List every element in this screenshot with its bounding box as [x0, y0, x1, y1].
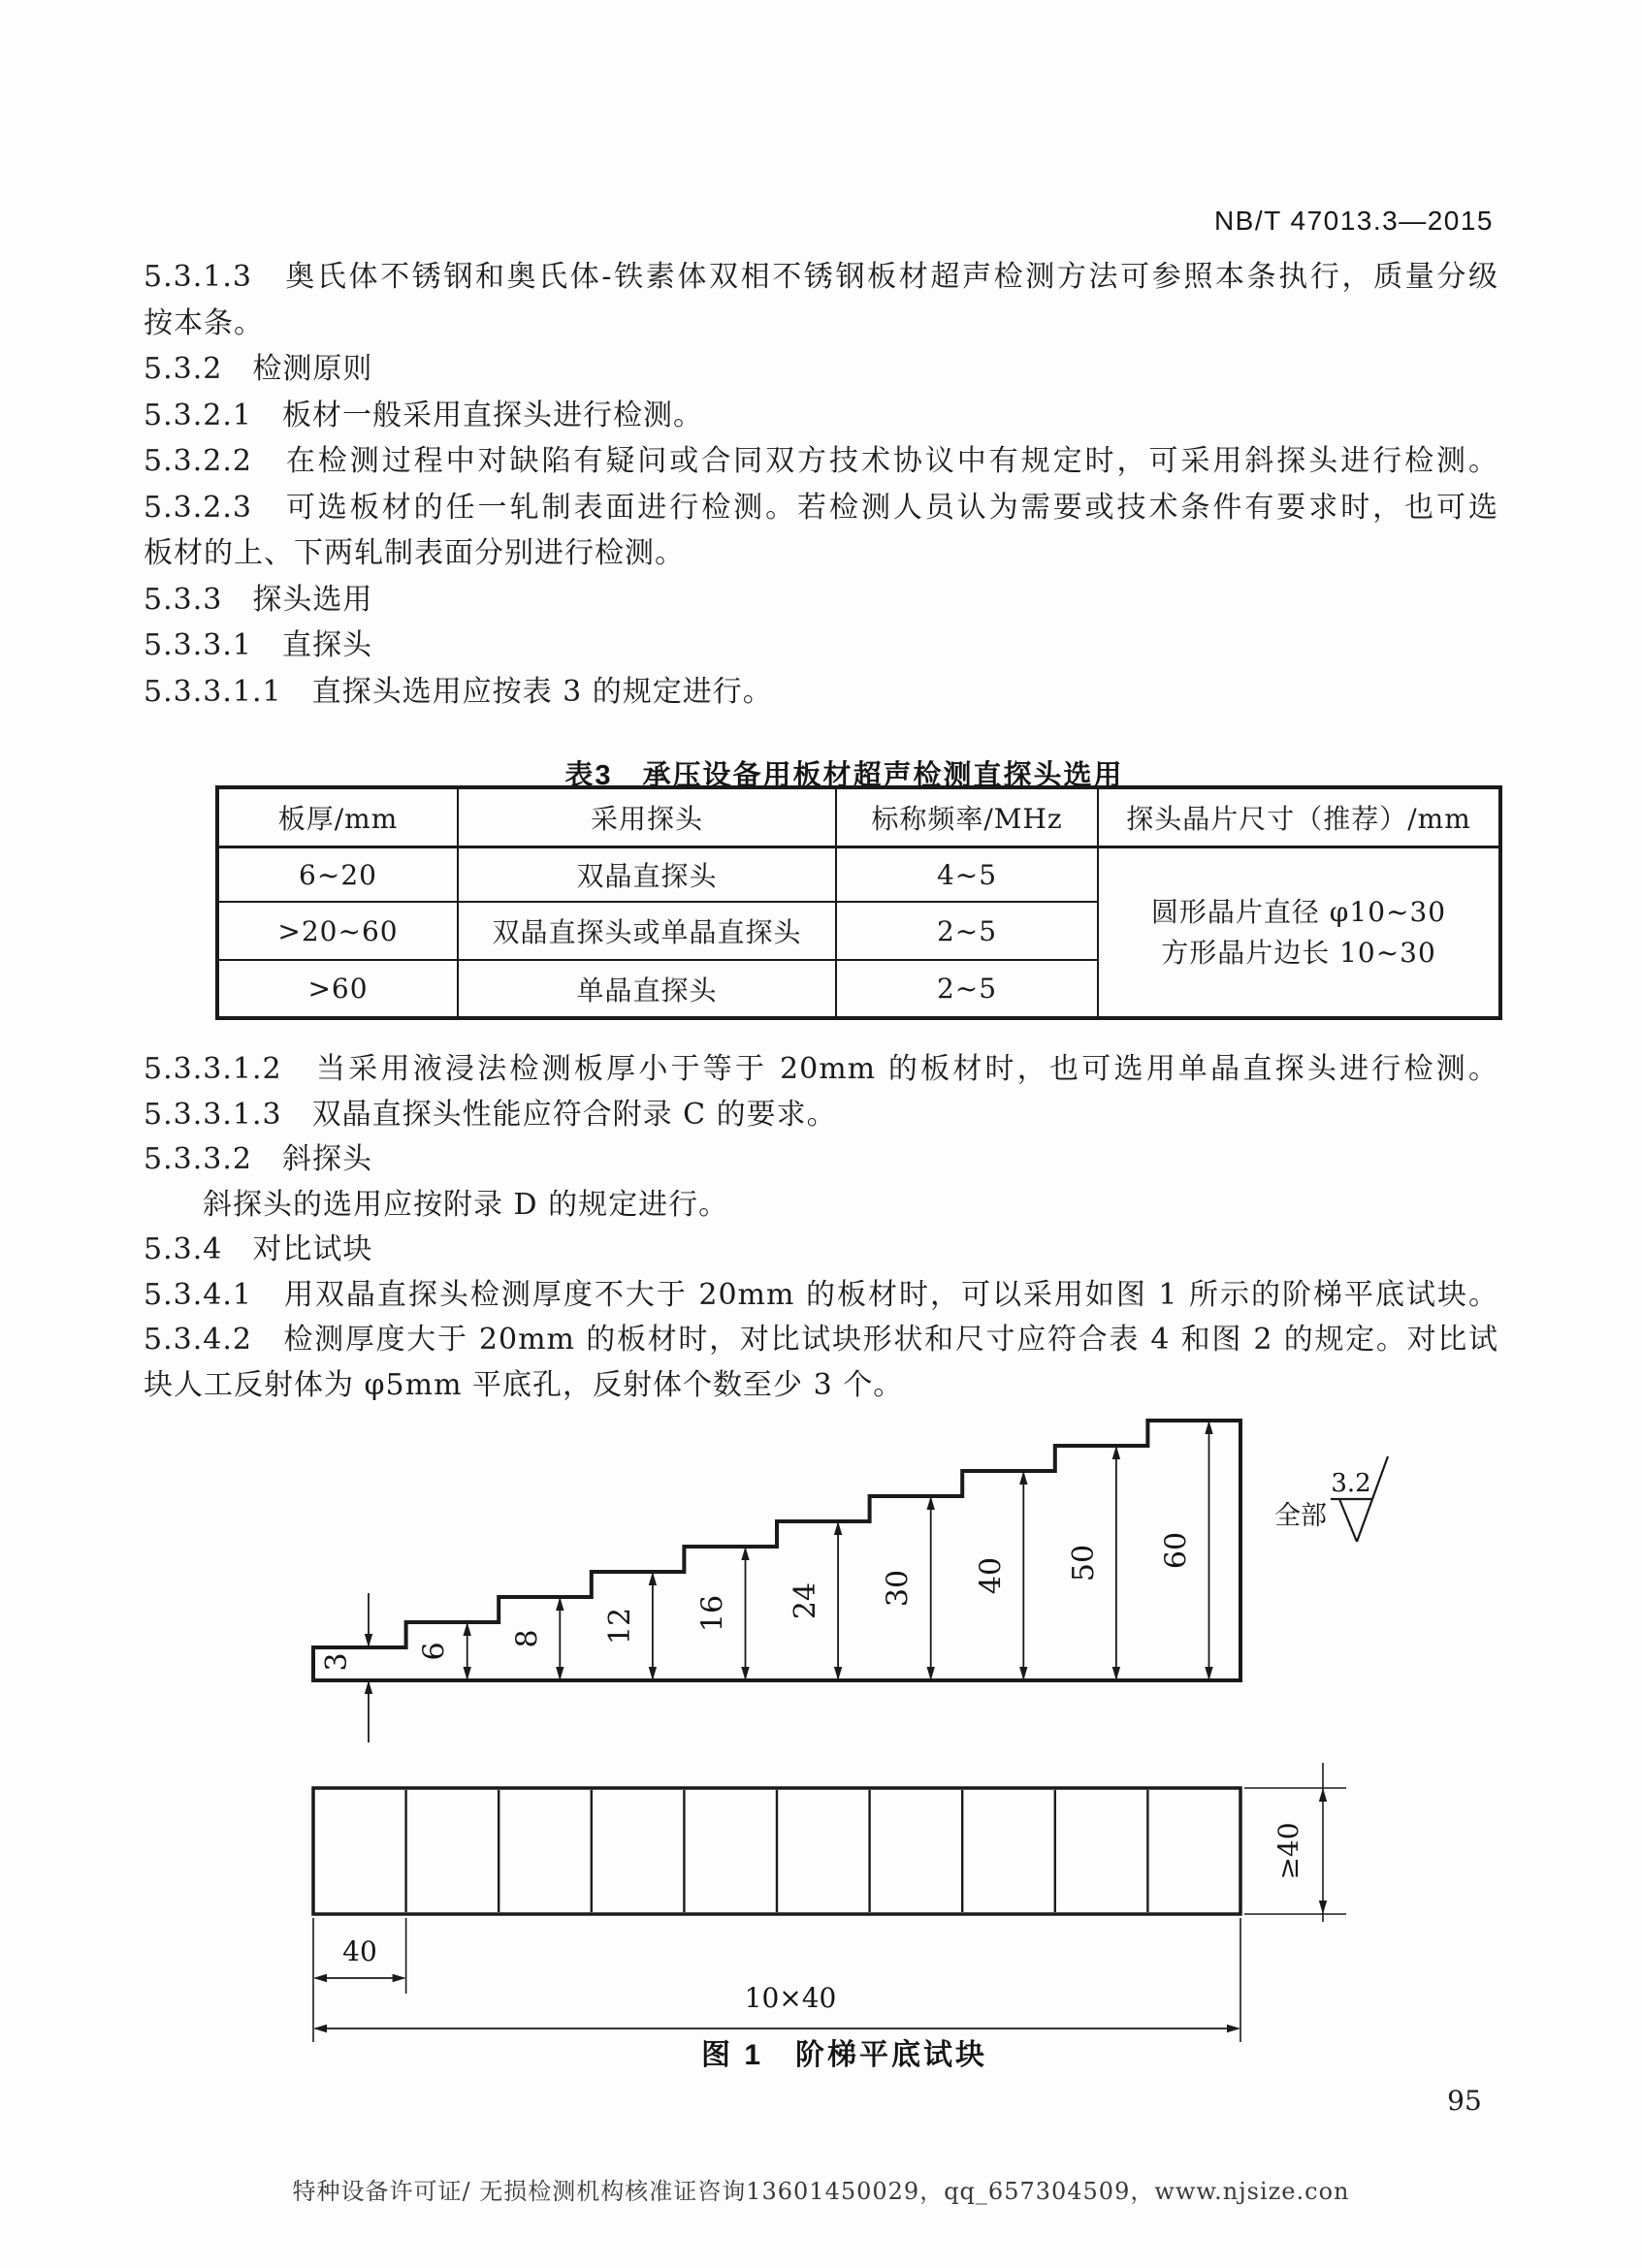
step-dim-label: 8 — [510, 1629, 545, 1648]
figure-1-caption: 图 1 阶梯平底试块 — [700, 2039, 988, 2071]
standard-number: NB/T 47013.3—2015 — [1213, 206, 1494, 236]
plan-cell-label: 40 — [342, 1935, 377, 1967]
body-line: 5.3.3.1 直探头 — [144, 628, 372, 662]
step-dim-label: 30 — [881, 1569, 916, 1608]
merged-cell-line: 圆形晶片直径 φ10~30 — [1150, 895, 1447, 928]
step-dim-label: 3 — [320, 1652, 354, 1672]
table-3-cell: 6~20 — [217, 847, 458, 903]
body-line: 按本条。 — [144, 305, 264, 340]
table-3-cell: >20~60 — [217, 902, 458, 960]
table-3-merged-cell — [1098, 847, 1500, 1019]
table-3-header-cell: 探头晶片尺寸（推荐）/mm — [1098, 787, 1500, 847]
dimension-arrowhead — [1319, 1788, 1327, 1802]
table-3-header-cell: 标称频率/MHz — [836, 787, 1098, 847]
step-dim-label: 24 — [789, 1581, 823, 1620]
merged-cell-line: 方形晶片边长 10~30 — [1161, 936, 1436, 969]
plan-total-label: 10×40 — [744, 1982, 837, 2014]
body-line: 5.3.3.1.1 直探头选用应按表 3 的规定进行。 — [144, 674, 773, 709]
body-line: 板材的上、下两轧制表面分别进行检测。 — [144, 536, 685, 570]
dimension-arrowhead — [313, 1974, 327, 1982]
table-3-title: 表3 承压设备用板材超声检测直探头选用 — [564, 760, 1124, 791]
body-line: 5.3.3.1.2 当采用液浸法检测板厚小于等于 20mm 的板材时，也可选用单晶直探头进行检测。 — [144, 1052, 1498, 1086]
table-3-cell: 2~5 — [836, 902, 1098, 960]
body-line: 块人工反射体为 φ5mm 平底孔，反射体个数至少 3 个。 — [144, 1367, 904, 1402]
figure-1-step-block-drawing — [0, 1387, 1642, 2085]
table-3 — [215, 785, 1502, 1020]
surface-label: 全部 — [1274, 1501, 1327, 1531]
dimension-arrowhead — [1319, 1901, 1327, 1914]
body-line: 5.3.4.2 检测厚度大于 20mm 的板材时，对比试块形状和尺寸应符合表 4 和图 2 的规定。对比试 — [144, 1323, 1498, 1357]
table-3-cell: >60 — [217, 960, 458, 1018]
body-line: 5.3.2.3 可选板材的任一轧制表面进行检测。若检测人员认为需要或技术条件有要求时，也可选 — [144, 490, 1498, 525]
body-line: 斜探头的选用应按附录 D 的规定进行。 — [203, 1187, 729, 1222]
body-line: 5.3.3 探头选用 — [144, 582, 373, 617]
body-line: 5.3.2.2 在检测过程中对缺陷有疑问或合同双方技术协议中有规定时，可采用斜探头进行检测。 — [144, 444, 1498, 478]
body-line: 5.3.3.1.3 双晶直探头性能应符合附录 C 的要求。 — [144, 1097, 837, 1132]
step-dim-label: 50 — [1066, 1544, 1101, 1582]
body-line: 5.3.4 对比试块 — [144, 1232, 373, 1266]
body-line: 5.3.2 检测原则 — [144, 352, 373, 386]
dimension-arrowhead — [393, 1974, 406, 1982]
plan-height-label: ≥40 — [1272, 1822, 1304, 1880]
table-3-cell: 双晶直探头或单晶直探头 — [458, 902, 836, 960]
step-dim-label: 60 — [1159, 1531, 1194, 1570]
body-line: 5.3.1.3 奥氏体不锈钢和奥氏体-铁素体双相不锈钢板材超声检测方法可参照本条执行，质量分级 — [144, 260, 1498, 294]
table-3-header-cell: 板厚/mm — [217, 787, 458, 847]
step-dim-label: 6 — [417, 1642, 452, 1661]
body-line: 5.3.2.1 板材一般采用直探头进行检测。 — [144, 398, 703, 432]
page-number: 95 — [1447, 2085, 1482, 2117]
dimension-arrowhead — [365, 1634, 372, 1647]
body-line: 5.3.4.1 用双晶直探头检测厚度不大于 20mm 的板材时，可以采用如图 1 所示的阶梯平底试块。 — [144, 1277, 1498, 1312]
table-3-cell: 双晶直探头 — [458, 847, 836, 903]
dimension-arrowhead — [365, 1680, 372, 1694]
body-text-block-1 — [144, 254, 1498, 715]
roughness-value: 3.2 — [1331, 1469, 1371, 1498]
table-3-cell: 单晶直探头 — [458, 960, 836, 1018]
step-block-profile — [313, 1421, 1240, 1680]
step-dim-label: 12 — [602, 1607, 637, 1645]
step-dim-label: 16 — [695, 1594, 730, 1633]
table-3-cell: 2~5 — [836, 960, 1098, 1018]
body-text-block-2 — [144, 1047, 1498, 1408]
table-3-header-cell: 采用探头 — [458, 787, 836, 847]
roughness-symbol — [1339, 1499, 1357, 1542]
table-3-cell: 4~5 — [836, 847, 1098, 903]
step-dim-label: 40 — [974, 1556, 1009, 1595]
body-line: 5.3.3.2 斜探头 — [144, 1142, 372, 1176]
watermark-footer: 特种设备许可证/ 无损检测机构核准证咨询13601450029，qq_657304509，www.njsize.con — [292, 2178, 1350, 2205]
